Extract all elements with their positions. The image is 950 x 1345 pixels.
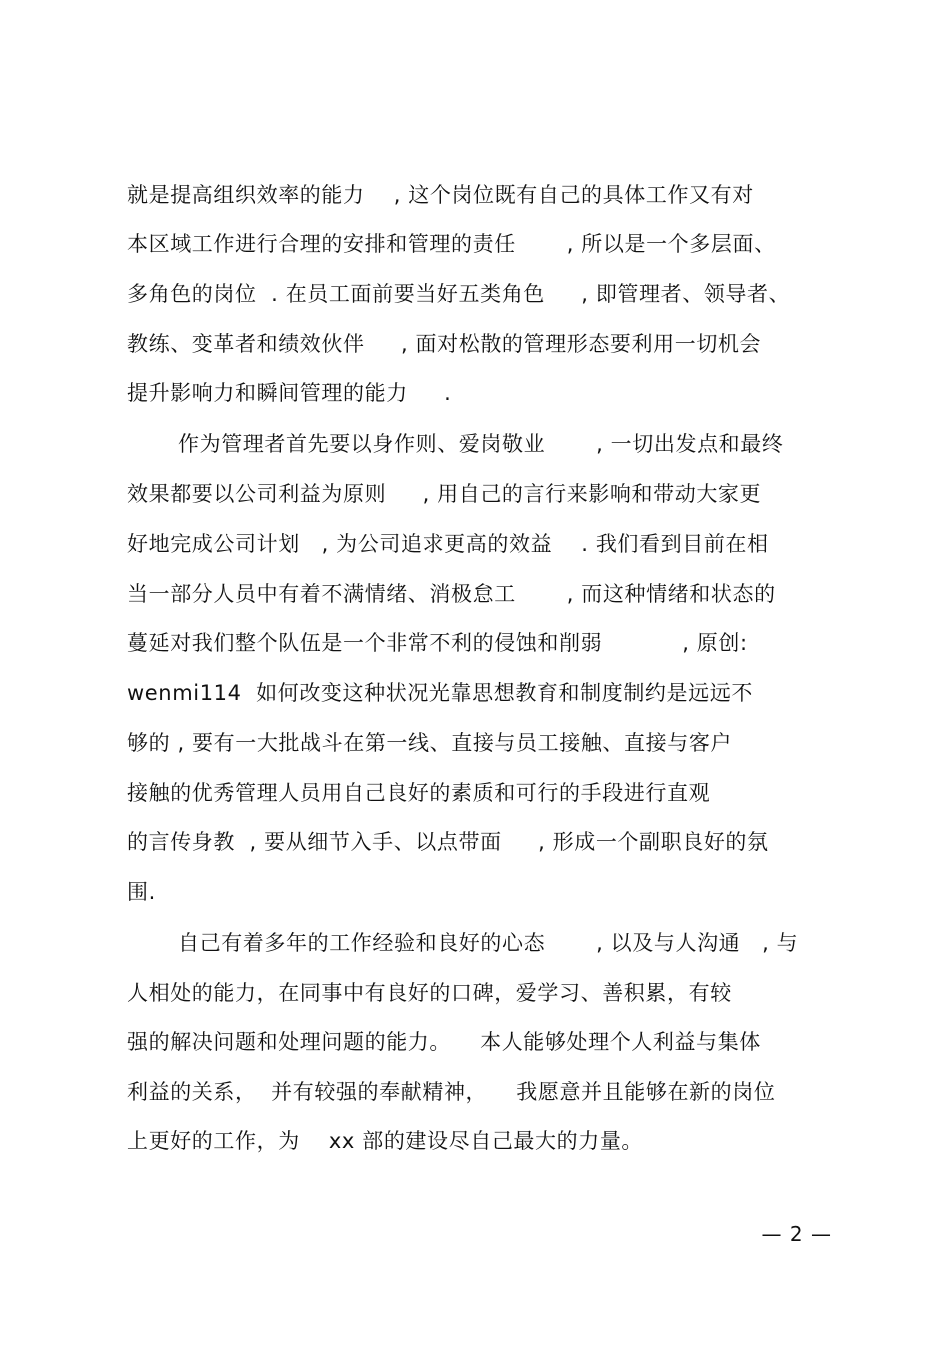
page-number: — 2 — [761,1222,832,1246]
paragraph-2-line-5: 蔓延对我们整个队伍是一个非常不利的侵蚀和削弱 , 原创: [127,631,748,655]
paragraph-2-line-2: 效果都要以公司利益为原则 , 用自己的言行来影响和带动大家更 [127,482,762,506]
paragraph-2-line-3: 好地完成公司计划 , 为公司追求更高的效益 . 我们看到目前在相 [127,532,769,556]
paragraph-2-line-9: 的言传身教 , 要从细节入手、以点带面 , 形成一个副职良好的氛 [127,830,769,854]
paragraph-1-line-2: 本区域工作进行合理的安排和管理的责任 , 所以是一个多层面、 [127,232,776,256]
paragraph-1-line-1: 就是提高组织效率的能力 , 这个岗位既有自己的具体工作又有对 [127,183,754,207]
paragraph-2-line-6: wenmi114 如何改变这种状况光靠思想教育和制度制约是远远不 [127,681,753,705]
paragraph-2-line-10: 围. [127,880,156,904]
paragraph-1-line-4: 教练、变革者和绩效伙伴 , 面对松散的管理形态要利用一切机会 [127,332,762,356]
paragraph-2-line-8: 接触的优秀管理人员用自己良好的素质和可行的手段进行直观 [127,781,711,805]
paragraph-2-line-1: 作为管理者首先要以身作则、爱岗敬业 , 一切出发点和最终 [178,432,784,456]
paragraph-3-line-1: 自己有着多年的工作经验和良好的心态 , 以及与人沟通 , 与 [178,931,799,955]
paragraph-1-line-3: 多角色的岗位 . 在员工面前要当好五类角色 , 即管理者、领导者、 [127,282,791,306]
paragraph-3-line-3: 强的解决问题和处理问题的能力。 本人能够处理个人利益与集体 [127,1030,761,1054]
paragraph-3-line-2: 人相处的能力，在同事中有良好的口碑，爱学习、善积累，有较 [127,981,732,1005]
paragraph-2-line-7: 够的 , 要有一大批战斗在第一线、直接与员工接触、直接与客户 [127,731,733,755]
paragraph-3-line-5: 上更好的工作，为 xx 部的建设尽自己最大的力量。 [127,1129,644,1153]
paragraph-1-line-5: 提升影响力和瞬间管理的能力 . [127,381,452,405]
paragraph-2-line-4: 当一部分人员中有着不满情绪、消极怠工 , 而这种情绪和状态的 [127,582,776,606]
paragraph-3-line-4: 利益的关系， 并有较强的奉献精神， 我愿意并且能够在新的岗位 [127,1080,776,1104]
